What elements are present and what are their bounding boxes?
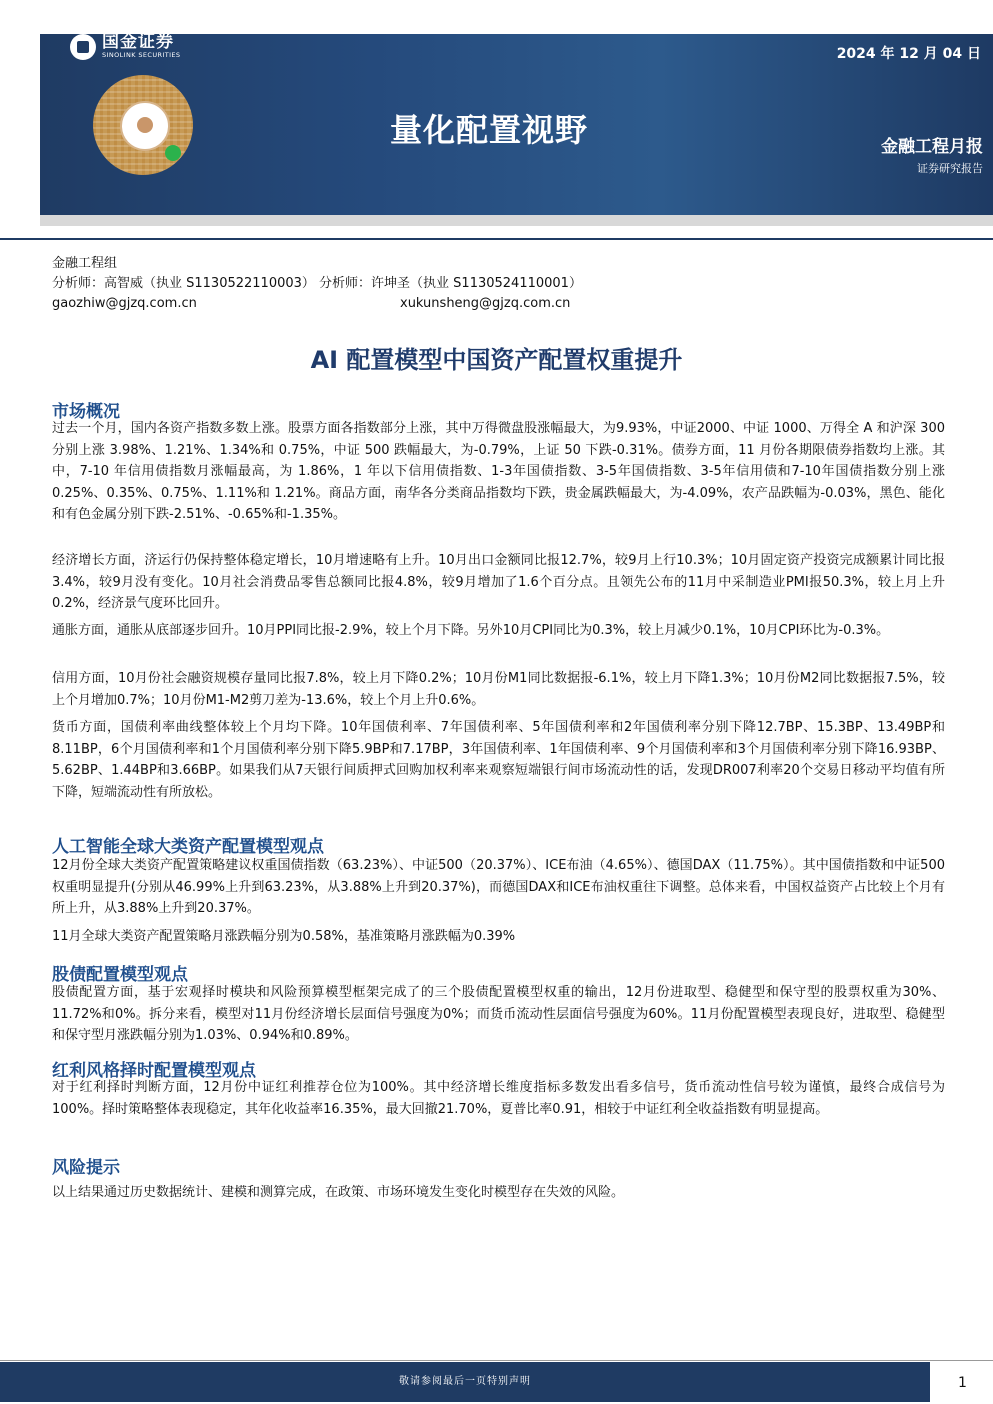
paragraph: 以上结果通过历史数据统计、建模和测算完成，在政策、市场环境发生变化时模型存在失效的风险。 <box>52 1185 625 1200</box>
section-heading: 市场概况 <box>52 402 120 422</box>
team-name: 金融工程组 <box>52 256 118 271</box>
footer-divider <box>0 1360 993 1361</box>
analyst-email-2[interactable]: xukunsheng@gjzq.com.cn <box>400 296 571 311</box>
author-block <box>52 254 582 314</box>
section-heading: 红利风格择时配置模型观点 <box>52 1061 256 1081</box>
paragraph: 信用方面，10月份社会融资规模存量同比报7.8%，较上月下降0.2%；10月份M1同比数据报-6.1%，较上月下降1.3%；10月份M2同比数据报7.5%，较上个月增加0.7%；10月份M1-M2剪刀差为-13.6%，较上个月上升0.6%。 <box>52 671 945 708</box>
section-heading: 风险提示 <box>52 1158 120 1178</box>
section-heading: 股债配置模型观点 <box>52 965 188 985</box>
analyst-line: 分析师：高智威（执业 S1130522110003） 分析师：许坤圣（执业 S1130524110001） <box>52 276 582 291</box>
paragraph: 对于红利择时判断方面，12月份中证红利推荐仓位为100%。其中经济增长维度指标多数发出看多信号，货币流动性信号较为谨慎，最终合成信号为100%。择时策略整体表现稳定，其年化收益率16.35%，最大回撤21.70%，夏普比率0.91，相较于中证红利全收益指数有明显提高。 <box>52 1080 945 1117</box>
paragraph: 过去一个月，国内各资产指数多数上涨。股票方面各指数部分上涨，其中万得微盘股涨幅最大，为9.93%，中证2000、中证 1000、万得全 A 和沪深 300 分别上涨 3.98%、1.21%、1.34%和 0.75%，中证 500 跌幅最大，为-0.79%，上证 50 下跌-0.31%。债券方面，11 月份各期限债券指数均上涨。其中，7-10 年信用债指数月涨幅最高，为 1.86%，1 年以下信用债指数、1-3年国债指数、3-5年国债指数、3-5年信用债和7-10年国债指数分别上涨0.25%、0.35%、0.75%、1.11%和 1.21%。商品方面，南华各分类商品指数均下跌，贵金属跌幅最大，为-4.09%，农产品跌幅为-0.03%，黑色、能化和有色金属分别下跌-2.51%、-0.65%和-1.35%。 <box>52 421 945 522</box>
analyst-email-1[interactable]: gaozhiw@gjzq.com.cn <box>52 296 197 311</box>
logo-mark-icon <box>70 34 96 60</box>
paragraph: 11月全球大类资产配置策略月涨跌幅分别为0.58%，基准策略月涨跌幅为0.39% <box>52 929 516 944</box>
paragraph: 股债配置方面，基于宏观择时模块和风险预算模型框架完成了的三个股债配置模型权重的输出，12月份进取型、稳健型和保守型的股票权重为30%、11.72%和0%。拆分来看，模型对11月份经济增长层面信号强度为0%；而货币流动性层面信号强度为60%。11月份配置模型表现良好，进取型、稳健型和保守型月涨跌幅分别为1.03%、0.94%和0.89%。 <box>52 985 945 1043</box>
mini-program-icon <box>165 145 181 161</box>
section-heading: 人工智能全球大类资产配置模型观点 <box>52 837 324 857</box>
report-category: 证券研究报告 <box>917 162 983 175</box>
report-type: 金融工程月报 <box>881 137 983 157</box>
paragraph: 12月份全球大类资产配置策略建议权重国债指数（63.23%）、中证500（20.37%）、ICE布油（4.65%）、德国DAX（11.75%）。其中国债指数和中证500权重明显提升(分别从46.99%上升到63.23%，从3.88%上升到20.37%)，而德国DAX和ICE布油权重往下调整。总体来看，中国权益资产占比较上个月有所上升，从3.88%上升到20.37%。 <box>52 858 945 916</box>
footer-notice: 敬请参阅最后一页特别声明 <box>0 1362 930 1402</box>
report-date: 2024 年 12 月 04 日 <box>836 46 981 62</box>
company-logo <box>70 33 180 60</box>
paragraph: 货币方面，国债利率曲线整体较上个月均下降。10年国债利率、7年国债利率、5年国债利率和2年国债利率分别下降12.7BP、15.3BP、13.49BP和8.11BP，6个月国债利率和1个月国债利率分别下降5.9BP和7.17BP，3年国债利率、1年国债利率、9个月国债利率和3个月国债利率分别下降16.93BP、5.62BP、1.44BP和3.66BP。如果我们从7天银行间质押式回购加权利率来观察短端银行间市场流动性的话，发现DR007利率20个交易日移动平均值有所下降，短端流动性有所放松。 <box>52 720 945 800</box>
logo-text: 国金证券 <box>102 32 174 52</box>
header-shadow <box>40 215 993 226</box>
paragraph: 经济增长方面，济运行仍保持整体稳定增长，10月增速略有上升。10月出口金额同比报12.7%，较9月上行10.3%；10月固定资产投资完成额累计同比报3.4%，较9月没有变化。10月社会消费品零售总额同比报4.8%，较9月增加了1.6个百分点。且领先公布的11月中采制造业PMI报50.3%，较上月上升0.2%，经济景气度环比回升。 <box>52 553 945 611</box>
qr-code-icon <box>93 75 193 175</box>
paragraph: 通胀方面，通胀从底部逐步回升。10月PPI同比报-2.9%，较上个月下降。另外10月CPI同比为0.3%，较上月减少0.1%，10月CPI环比为-0.3%。 <box>52 623 890 638</box>
page-number: 1 <box>958 1375 967 1391</box>
report-series-title: 量化配置视野 <box>390 111 589 149</box>
report-headline: AI 配置模型中国资产配置权重提升 <box>310 346 683 374</box>
header-divider <box>0 238 993 240</box>
logo-subtext: SINOLINK SECURITIES <box>102 51 181 59</box>
qr-center-logo <box>120 101 170 151</box>
